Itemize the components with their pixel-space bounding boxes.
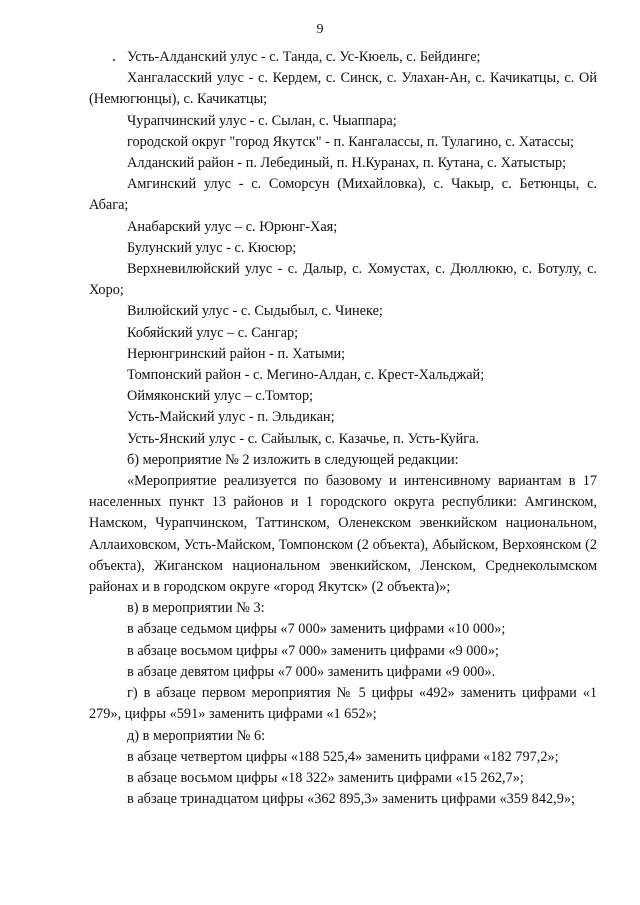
paragraph-item-d: д) в мероприятии № 6: bbox=[127, 727, 266, 744]
paragraph-anabar: Анабарский улус – с. Юрюнг-Хая; bbox=[127, 218, 338, 235]
paragraph-item-v: в) в мероприятии № 3: bbox=[127, 600, 265, 617]
paragraph-item-d-2: в абзаце восьмом цифры «18 322» заменить цифрами «15 262,7»; bbox=[127, 769, 524, 786]
paragraph-vilyuisk: Вилюйский улус - с. Сыдыбыл, с. Чинеке; bbox=[127, 303, 383, 320]
paragraph-verkhnevilyuisk: Верхневилюйский улус - с. Далыр, с. Хомустах, с. Дюллюкю, с. Ботулу, с. Хоро; bbox=[89, 261, 597, 299]
paragraph-item-v-3: в абзаце девятом цифры «7 000» заменить цифрами «9 000». bbox=[127, 663, 496, 680]
paragraph-amga: Амгинский улус - с. Соморсун (Михайловка), с. Чакыр, с. Бетюнцы, с. Абага; bbox=[89, 176, 597, 214]
paragraph-neryungri: Нерюнгринский район - п. Хатыми; bbox=[127, 345, 346, 362]
paragraph-oymyakon: Оймяконский улус – с.Томтор; bbox=[127, 388, 314, 405]
paragraph-ust-aldan: Усть-Алданский улус - с. Танда, с. Ус-Кюель, с. Бейдинге; bbox=[127, 49, 481, 65]
paragraph-churapcha: Чурапчинский улус - с. Сылан, с. Чыаппара; bbox=[127, 112, 397, 129]
paragraph-khangalas: Хангаласский улус - с. Кердем, с. Синск, с. Улахан-Ан, с. Качикатцы, с. Ой (Немюгюнцы), с. Качикатцы; bbox=[89, 70, 597, 108]
paragraph-item-d-1: в абзаце четвертом цифры «188 525,4» заменить цифрами «182 797,2»; bbox=[127, 748, 559, 765]
paragraph-ust-maya: Усть-Майский улус - п. Эльдикан; bbox=[127, 409, 335, 426]
paragraph-item-v-2: в абзаце восьмом цифры «7 000» заменить цифрами «9 000»; bbox=[127, 642, 499, 659]
paragraph-item-g: г) в абзаце первом мероприятия № 5 цифры «492» заменить цифрами «1 279», цифры «591» заменить цифрами «1 652»; bbox=[89, 685, 597, 723]
document-body bbox=[89, 47, 597, 810]
paragraph-tompo: Томпонский район - с. Мегино-Алдан, с. Крест-Хальджай; bbox=[127, 367, 485, 384]
paragraph-item-b: б) мероприятие № 2 изложить в следующей редакции: bbox=[127, 451, 459, 468]
paragraph-aldan: Алданский район - п. Лебединый, п. Н.Куранах, п. Кутана, с. Хатыстыр; bbox=[127, 155, 567, 172]
paragraph-item-d-3: в абзаце тринадцатом цифры «362 895,3» заменить цифрами «359 842,9»; bbox=[127, 791, 575, 808]
paragraph-bulun: Булунский улус - с. Кюсюр; bbox=[127, 239, 297, 256]
page-number: 9 bbox=[316, 22, 324, 37]
paragraph-item-b-text: «Мероприятие реализуется по базовому и интенсивному вариантам в 17 населенных пункт 13 районов и 1 городского округа республики: Амгинском, Намском, Чурапчинском, Таттинском, Оленекском эвенкийском национальном, Аллаиховском, Усть-Майском, Томпонском (2 объекта), Абыйском, Верхоянском (2 объекта), Жиганском национальном эвенкийском, Ленском, Среднеколымском районах и в городском округе «город Якутск» (2 объекта)»; bbox=[89, 473, 597, 596]
paragraph-yakutsk: городской округ "город Якутск" - п. Кангалассы, п. Тулагино, с. Хатассы; bbox=[127, 133, 575, 150]
paragraph-item-v-1: в абзаце седьмом цифры «7 000» заменить цифрами «10 000»; bbox=[127, 621, 506, 638]
paragraph-kobyai: Кобяйский улус – с. Сангар; bbox=[127, 324, 299, 341]
paragraph-ust-yana: Усть-Янский улус - с. Сайылык, с. Казачье, п. Усть-Куйга. bbox=[127, 430, 480, 447]
